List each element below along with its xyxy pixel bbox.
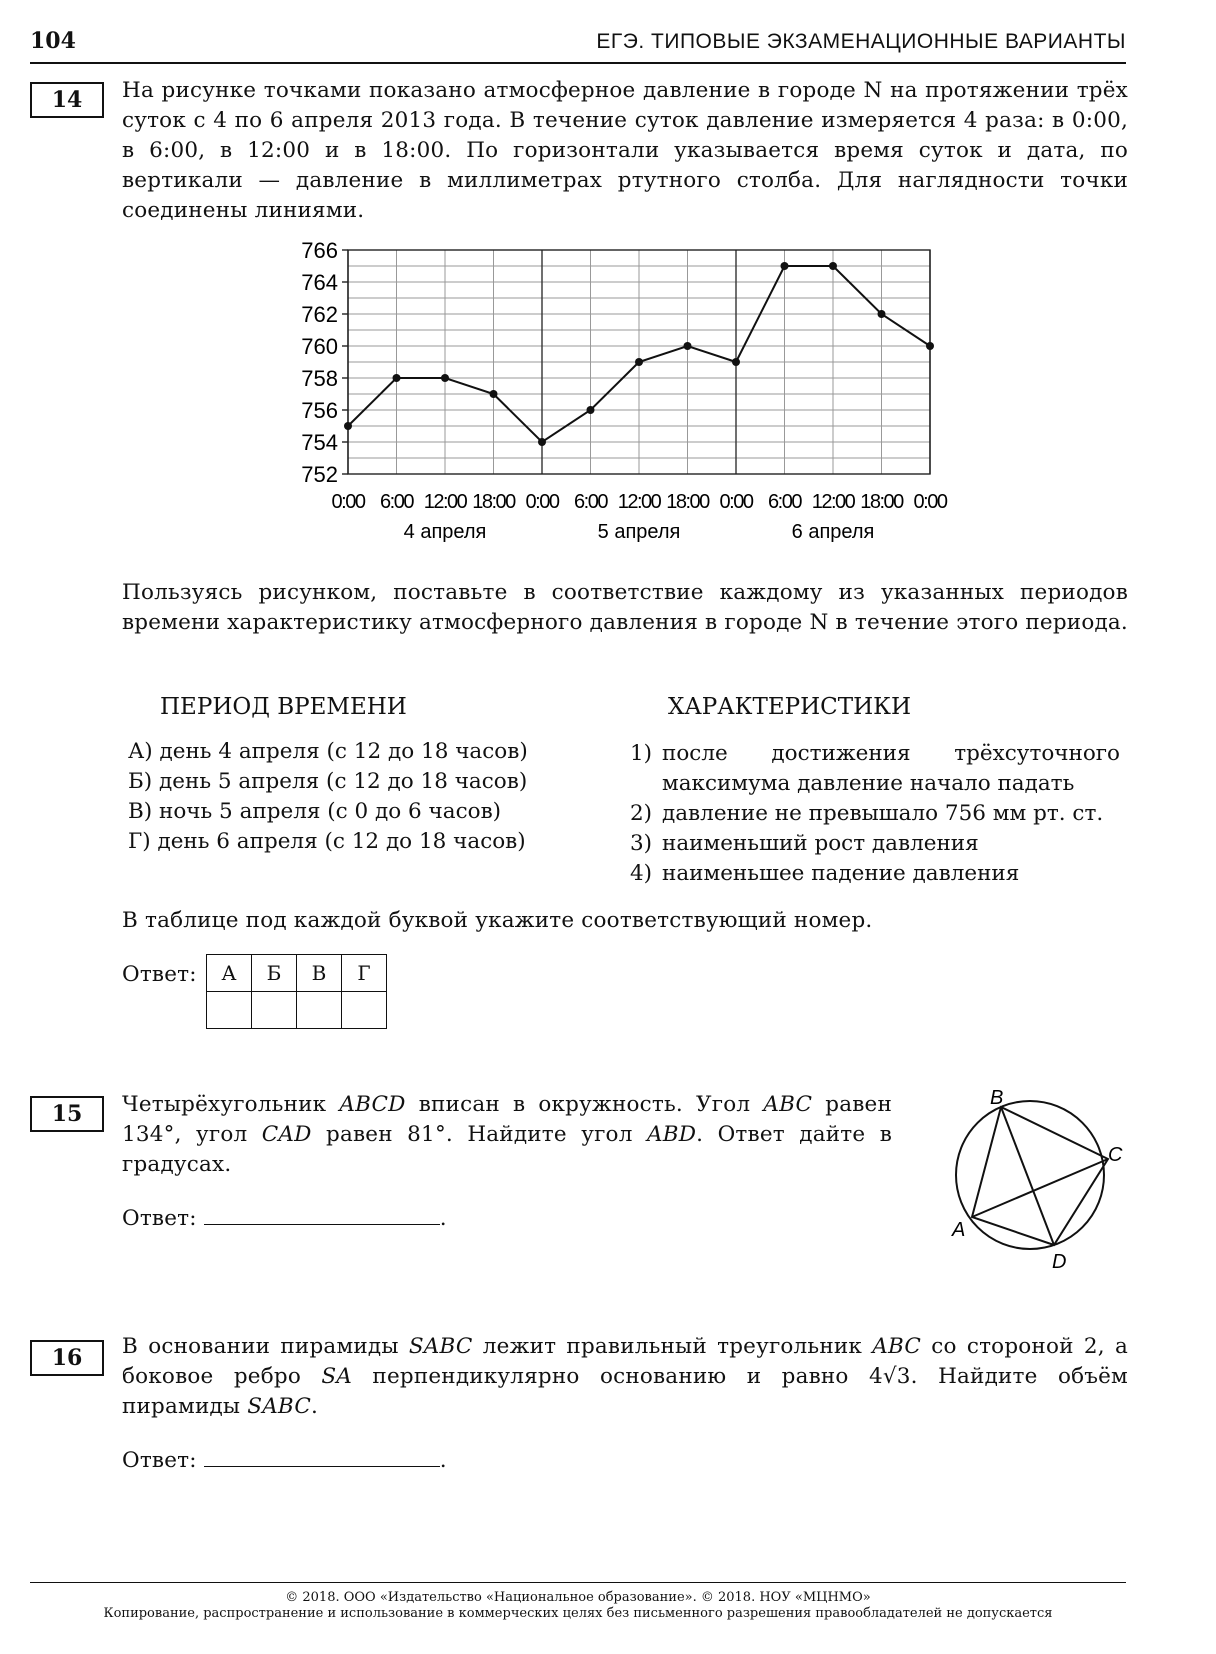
characteristic-text: наименьшее падение давления	[662, 861, 1020, 886]
answer-cell[interactable]	[252, 992, 297, 1029]
task-14-question: Пользуясь рисунком, поставьте в соответствие каждому из указанных периодов времени характеристику атмосферного давления в городе N в течение этого периода.	[122, 580, 1128, 635]
y-tick-label: 764	[301, 270, 338, 295]
x-tick-label: 6:00	[380, 491, 413, 513]
footer-rule	[30, 1582, 1126, 1583]
x-tick-label: 18:00	[666, 491, 709, 513]
answer-cell[interactable]	[207, 992, 252, 1029]
data-point	[538, 438, 546, 446]
task-14-instruction: В таблице под каждой буквой укажите соответствующий номер.	[122, 908, 873, 933]
x-tick-label: 12:00	[423, 491, 467, 513]
answer-cell[interactable]	[297, 992, 342, 1029]
x-tick-label: 18:00	[860, 491, 903, 513]
x-tick-label: 12:00	[811, 491, 855, 513]
chart-y-tick-labels	[301, 238, 338, 487]
characteristic-num: 1)	[630, 741, 653, 766]
data-point	[732, 358, 740, 366]
characteristics-list	[630, 739, 1120, 889]
x-tick-label: 0:00	[719, 491, 753, 513]
periods-heading: ПЕРИОД ВРЕМЕНИ	[160, 694, 407, 720]
label-c: C	[1108, 1144, 1123, 1166]
y-tick-label: 754	[301, 430, 338, 455]
task-16-text: В основании пирамиды SABC лежит правильный треугольник ABC со стороной 2, а боковое ребро SA перпендикулярно основанию и равно 4√3. Найдите объём пирамиды SABC.	[122, 1334, 1128, 1419]
date-label: 6 апреля	[791, 521, 875, 543]
characteristic-item	[630, 829, 1120, 859]
x-tick-label: 0:00	[331, 491, 365, 513]
characteristics-heading: ХАРАКТЕРИСТИКИ	[668, 694, 912, 720]
x-tick-label: 6:00	[574, 491, 607, 513]
data-point	[878, 310, 886, 318]
period-item: Б) день 5 апреля (с 12 до 18 часов)	[128, 769, 528, 794]
inscribed-quadrilateral-figure	[940, 1084, 1140, 1284]
task-14-answer-label: Ответ:	[122, 962, 197, 987]
header-rule	[30, 62, 1126, 64]
data-point	[781, 262, 789, 270]
answer-label: Ответ:	[122, 1448, 197, 1473]
answer-field[interactable]	[204, 1204, 440, 1225]
date-label: 5 апреля	[597, 521, 681, 543]
label-a: A	[952, 1219, 966, 1241]
chart-date-labels	[404, 521, 875, 543]
task-16-number: 16	[30, 1340, 104, 1376]
answer-letter: Г	[342, 955, 387, 992]
task-15-answer: Ответ: .	[122, 1206, 447, 1231]
x-tick-label: 18:00	[472, 491, 515, 513]
periods-list	[128, 737, 588, 857]
y-tick-label: 766	[301, 238, 338, 263]
y-tick-label: 752	[301, 462, 338, 487]
task-14-text: На рисунке точками показано атмосферное давление в городе N на протяжении трёх суток с 4 по 6 апреля 2013 года. В течение суток давление измеряется 4 раза: в 0:00, в 6:00, в 12:00 и в 18:00. По горизонтали указывается время суток и дата, по вертикали — давление в миллиметрах ртутного столба. Для наглядности точки соединены линиями.	[122, 78, 1128, 223]
x-tick-label: 6:00	[768, 491, 801, 513]
y-tick-label: 758	[301, 366, 338, 391]
data-point	[635, 358, 643, 366]
characteristic-item	[630, 799, 1120, 829]
y-tick-label: 760	[301, 334, 338, 359]
y-tick-label: 762	[301, 302, 338, 327]
characteristic-text: наименьший рост давления	[662, 831, 979, 856]
answer-label: Ответ:	[122, 1206, 197, 1231]
characteristic-text: давление не превышало 756 мм рт. ст.	[662, 801, 1104, 826]
task-14-number: 14	[30, 82, 104, 118]
x-tick-label: 12:00	[617, 491, 661, 513]
task-15-number: 15	[30, 1096, 104, 1132]
data-point	[829, 262, 837, 270]
characteristic-num: 4)	[630, 861, 653, 886]
data-point	[926, 342, 934, 350]
data-point	[441, 374, 449, 382]
running-title: ЕГЭ. ТИПОВЫЕ ЭКЗАМЕНАЦИОННЫЕ ВАРИАНТЫ	[596, 30, 1126, 53]
answer-letter: Б	[252, 955, 297, 992]
characteristic-item	[630, 859, 1120, 889]
characteristic-text: после достижения трёхсуточного максимума давление начало падать	[662, 741, 1120, 796]
data-point	[344, 422, 352, 430]
period-item: А) день 4 апреля (с 12 до 18 часов)	[128, 739, 528, 764]
characteristic-num: 2)	[630, 801, 653, 826]
answer-field[interactable]	[204, 1446, 440, 1467]
characteristic-num: 3)	[630, 831, 653, 856]
pressure-chart	[280, 232, 980, 552]
label-b: B	[990, 1087, 1004, 1109]
data-point	[587, 406, 595, 414]
x-tick-label: 0:00	[525, 491, 559, 513]
data-point	[393, 374, 401, 382]
answer-letter: В	[297, 955, 342, 992]
footer-copyright: © 2018. ООО «Издательство «Национальное образование». © 2018. НОУ «МЦНМО»	[285, 1590, 871, 1605]
data-point	[490, 390, 498, 398]
characteristic-item	[630, 739, 1120, 799]
period-item: В) ночь 5 апреля (с 0 до 6 часов)	[128, 799, 502, 824]
y-tick-label: 756	[301, 398, 338, 423]
x-tick-label: 0:00	[913, 491, 947, 513]
task-15-text: Четырёхугольник ABCD вписан в окружность. Угол ABC равен 134°, угол CAD равен 81°. Найдите угол ABD. Ответ дайте в градусах.	[122, 1092, 892, 1177]
chart-x-tick-labels	[332, 491, 948, 513]
task-16-answer: Ответ: .	[122, 1448, 447, 1473]
answer-table	[206, 954, 387, 1029]
date-label: 4 апреля	[403, 521, 487, 543]
answer-letter: А	[207, 955, 252, 992]
footer-notice: Копирование, распространение и использование в коммерческих целях без письменного разрешения правообладателей не допускается	[103, 1606, 1053, 1621]
period-item: Г) день 6 апреля (с 12 до 18 часов)	[128, 829, 526, 854]
page-number: 104	[30, 28, 76, 54]
diagonal-bd	[1001, 1107, 1054, 1245]
data-point	[684, 342, 692, 350]
label-d: D	[1052, 1251, 1067, 1273]
answer-cell[interactable]	[342, 992, 387, 1029]
circle	[956, 1101, 1104, 1249]
